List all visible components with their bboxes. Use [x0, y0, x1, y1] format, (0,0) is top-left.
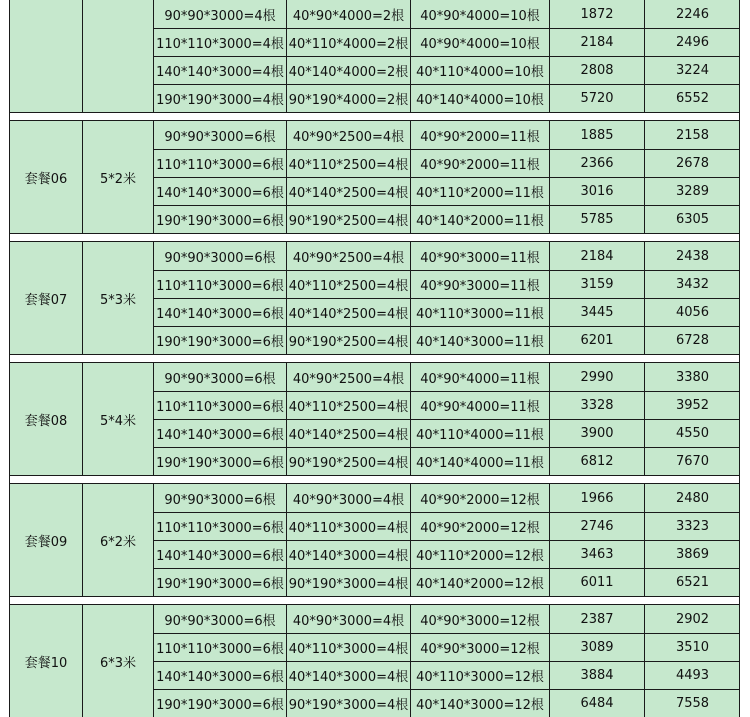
price-cell-b: 3289 — [675, 183, 710, 199]
beam-spec-cell: 40*90*4000=2根 — [287, 0, 411, 28]
rafter-spec-cell: 40*140*3000=12根 — [411, 689, 550, 717]
price-cell-a: 3016 — [550, 177, 645, 205]
post-spec-cell: 90*90*3000=6根 — [154, 605, 287, 633]
rafter-spec-cell: 40*90*4000=11根 — [411, 391, 550, 419]
price-cell-b: 3432 — [675, 276, 710, 292]
price-cell-b: 2438 — [675, 248, 710, 264]
beam-spec-cell: 90*190*3000=4根 — [287, 689, 411, 717]
package-size-cell: 5*3米 — [83, 242, 154, 354]
beam-spec-cell: 40*90*2500=4根 — [287, 121, 411, 149]
table-row — [154, 363, 739, 392]
table-row — [154, 661, 739, 690]
price-cell-b: 2158 — [675, 127, 710, 143]
package-name-cell: 套餐09 — [10, 484, 83, 596]
table-row — [154, 689, 739, 717]
post-spec-cell: 110*110*3000=6根 — [154, 149, 287, 177]
table-row — [154, 177, 739, 206]
price-cell-b: 4550 — [675, 425, 710, 441]
package-group — [9, 363, 740, 475]
package-group — [9, 484, 740, 596]
group-separator — [9, 354, 740, 363]
price-cell-a: 2366 — [550, 149, 645, 177]
post-spec-cell: 140*140*3000=6根 — [154, 177, 287, 205]
beam-spec-cell: 40*110*4000=2根 — [287, 28, 411, 56]
price-cell-a: 1885 — [550, 121, 645, 149]
package-group — [9, 605, 740, 717]
post-spec-cell: 140*140*3000=6根 — [154, 540, 287, 568]
beam-spec-cell: 40*90*2500=4根 — [287, 242, 411, 270]
price-cell-a: 3159 — [550, 270, 645, 298]
package-name-cell: 套餐07 — [10, 242, 83, 354]
beam-spec-cell: 40*140*3000=4根 — [287, 540, 411, 568]
package-name-cell: 套餐08 — [10, 363, 83, 475]
package-name-cell — [10, 0, 83, 112]
table-row — [154, 28, 739, 57]
price-cell-a: 2808 — [550, 56, 645, 84]
beam-spec-cell: 40*90*2500=4根 — [287, 363, 411, 391]
price-cell-a: 1966 — [550, 484, 645, 512]
table-row — [154, 149, 739, 178]
rafter-spec-cell: 40*140*4000=10根 — [411, 84, 550, 112]
rafter-spec-cell: 40*140*2000=12根 — [411, 568, 550, 596]
post-spec-cell: 140*140*3000=6根 — [154, 419, 287, 447]
rafter-spec-cell: 40*90*3000=11根 — [411, 242, 550, 270]
rafter-spec-cell: 40*90*2000=11根 — [411, 121, 550, 149]
post-spec-cell: 110*110*3000=6根 — [154, 633, 287, 661]
package-size-cell: 6*3米 — [83, 605, 154, 717]
price-cell-a: 2387 — [550, 605, 645, 633]
post-spec-cell: 90*90*3000=6根 — [154, 121, 287, 149]
rafter-spec-cell: 40*110*2000=12根 — [411, 540, 550, 568]
price-cell-a: 1872 — [550, 0, 645, 28]
table-row — [154, 84, 739, 112]
group-separator — [9, 596, 740, 605]
rafter-spec-cell: 40*90*2000=12根 — [411, 512, 550, 540]
rafter-spec-cell: 40*110*3000=11根 — [411, 298, 550, 326]
price-cell-b: 4056 — [675, 304, 710, 320]
post-spec-cell: 110*110*3000=6根 — [154, 391, 287, 419]
price-cell-a: 5720 — [550, 84, 645, 112]
post-spec-cell: 90*90*3000=6根 — [154, 484, 287, 512]
table-row — [154, 512, 739, 541]
post-spec-cell: 110*110*3000=6根 — [154, 270, 287, 298]
package-group — [9, 0, 740, 112]
package-size-cell — [83, 0, 154, 112]
price-cell-a: 3463 — [550, 540, 645, 568]
price-cell-a: 5785 — [550, 205, 645, 233]
package-name-cell: 套餐10 — [10, 605, 83, 717]
price-cell-b: 7670 — [675, 453, 710, 469]
post-spec-cell: 190*190*3000=6根 — [154, 447, 287, 475]
price-cell-a: 3328 — [550, 391, 645, 419]
table-row — [154, 540, 739, 569]
package-price-table — [9, 0, 740, 717]
table-row — [154, 0, 739, 29]
price-cell-b: 4493 — [675, 667, 710, 683]
beam-spec-cell: 90*190*4000=2根 — [287, 84, 411, 112]
price-cell-b: 2246 — [675, 6, 710, 22]
rafter-spec-cell: 40*90*3000=12根 — [411, 605, 550, 633]
price-cell-a: 2746 — [550, 512, 645, 540]
table-row — [154, 484, 739, 513]
beam-spec-cell: 40*140*3000=4根 — [287, 661, 411, 689]
rafter-spec-cell: 40*90*4000=11根 — [411, 363, 550, 391]
rafter-spec-cell: 40*140*4000=11根 — [411, 447, 550, 475]
rafter-spec-cell: 40*90*4000=10根 — [411, 28, 550, 56]
table-row — [154, 447, 739, 475]
group-separator — [9, 112, 740, 121]
price-cell-a: 2990 — [550, 363, 645, 391]
price-cell-b: 3869 — [675, 546, 710, 562]
table-row — [154, 270, 739, 299]
group-separator — [9, 475, 740, 484]
table-row — [154, 419, 739, 448]
price-cell-b: 2496 — [675, 34, 710, 50]
post-spec-cell: 90*90*3000=4根 — [154, 0, 287, 28]
rafter-spec-cell: 40*140*3000=11根 — [411, 326, 550, 354]
rafter-spec-cell: 40*110*3000=12根 — [411, 661, 550, 689]
rafter-spec-cell: 40*110*2000=11根 — [411, 177, 550, 205]
price-cell-a: 6011 — [550, 568, 645, 596]
beam-spec-cell: 40*110*3000=4根 — [287, 633, 411, 661]
price-cell-a: 2184 — [550, 28, 645, 56]
beam-spec-cell: 90*190*2500=4根 — [287, 205, 411, 233]
rafter-spec-cell: 40*140*2000=11根 — [411, 205, 550, 233]
post-spec-cell: 190*190*3000=6根 — [154, 568, 287, 596]
table-row — [154, 56, 739, 85]
post-spec-cell: 190*190*3000=4根 — [154, 84, 287, 112]
table-row — [154, 633, 739, 662]
table-row — [154, 298, 739, 327]
package-group — [9, 242, 740, 354]
beam-spec-cell: 40*110*2500=4根 — [287, 391, 411, 419]
price-cell-a: 6484 — [550, 689, 645, 717]
post-spec-cell: 140*140*3000=4根 — [154, 56, 287, 84]
rafter-spec-cell: 40*110*4000=10根 — [411, 56, 550, 84]
package-name-cell: 套餐06 — [10, 121, 83, 233]
price-cell-b: 3323 — [675, 518, 710, 534]
price-cell-a: 6201 — [550, 326, 645, 354]
post-spec-cell: 90*90*3000=6根 — [154, 363, 287, 391]
price-cell-b: 2480 — [675, 490, 710, 506]
rafter-spec-cell: 40*90*3000=12根 — [411, 633, 550, 661]
rafter-spec-cell: 40*90*3000=11根 — [411, 270, 550, 298]
price-cell-a: 6812 — [550, 447, 645, 475]
rafter-spec-cell: 40*90*2000=12根 — [411, 484, 550, 512]
price-cell-b: 6305 — [675, 211, 710, 227]
beam-spec-cell: 40*140*4000=2根 — [287, 56, 411, 84]
table-row — [154, 242, 739, 271]
price-cell-b: 3224 — [675, 62, 710, 78]
table-row — [154, 121, 739, 150]
price-cell-a: 3445 — [550, 298, 645, 326]
post-spec-cell: 190*190*3000=6根 — [154, 326, 287, 354]
table-row — [154, 605, 739, 634]
post-spec-cell: 110*110*3000=4根 — [154, 28, 287, 56]
beam-spec-cell: 40*140*2500=4根 — [287, 419, 411, 447]
table-row — [154, 205, 739, 233]
price-cell-b: 6552 — [675, 90, 710, 106]
price-cell-b: 3952 — [675, 397, 710, 413]
beam-spec-cell: 40*90*3000=4根 — [287, 605, 411, 633]
table-row — [154, 326, 739, 354]
package-size-cell: 5*2米 — [83, 121, 154, 233]
post-spec-cell: 190*190*3000=6根 — [154, 205, 287, 233]
price-cell-b: 6521 — [675, 574, 710, 590]
post-spec-cell: 110*110*3000=6根 — [154, 512, 287, 540]
price-cell-b: 2678 — [675, 155, 710, 171]
package-size-cell: 6*2米 — [83, 484, 154, 596]
group-separator — [9, 233, 740, 242]
beam-spec-cell: 40*110*3000=4根 — [287, 512, 411, 540]
post-spec-cell: 140*140*3000=6根 — [154, 661, 287, 689]
rafter-spec-cell: 40*90*4000=10根 — [411, 0, 550, 28]
price-cell-a: 3900 — [550, 419, 645, 447]
post-spec-cell: 90*90*3000=6根 — [154, 242, 287, 270]
package-group — [9, 121, 740, 233]
price-cell-b: 6728 — [675, 332, 710, 348]
price-cell-b: 3510 — [675, 639, 710, 655]
price-cell-a: 3089 — [550, 633, 645, 661]
price-cell-a: 2184 — [550, 242, 645, 270]
beam-spec-cell: 90*190*2500=4根 — [287, 326, 411, 354]
post-spec-cell: 190*190*3000=6根 — [154, 689, 287, 717]
price-cell-b: 7558 — [675, 695, 710, 711]
price-cell-b: 2902 — [675, 611, 710, 627]
beam-spec-cell: 40*110*2500=4根 — [287, 149, 411, 177]
table-row — [154, 568, 739, 596]
price-cell-a: 3884 — [550, 661, 645, 689]
post-spec-cell: 140*140*3000=6根 — [154, 298, 287, 326]
rafter-spec-cell: 40*90*2000=11根 — [411, 149, 550, 177]
package-size-cell: 5*4米 — [83, 363, 154, 475]
beam-spec-cell: 90*190*2500=4根 — [287, 447, 411, 475]
beam-spec-cell: 90*190*3000=4根 — [287, 568, 411, 596]
table-row — [154, 391, 739, 420]
beam-spec-cell: 40*90*3000=4根 — [287, 484, 411, 512]
beam-spec-cell: 40*140*2500=4根 — [287, 298, 411, 326]
beam-spec-cell: 40*110*2500=4根 — [287, 270, 411, 298]
beam-spec-cell: 40*140*2500=4根 — [287, 177, 411, 205]
price-cell-b: 3380 — [675, 369, 710, 385]
rafter-spec-cell: 40*110*4000=11根 — [411, 419, 550, 447]
